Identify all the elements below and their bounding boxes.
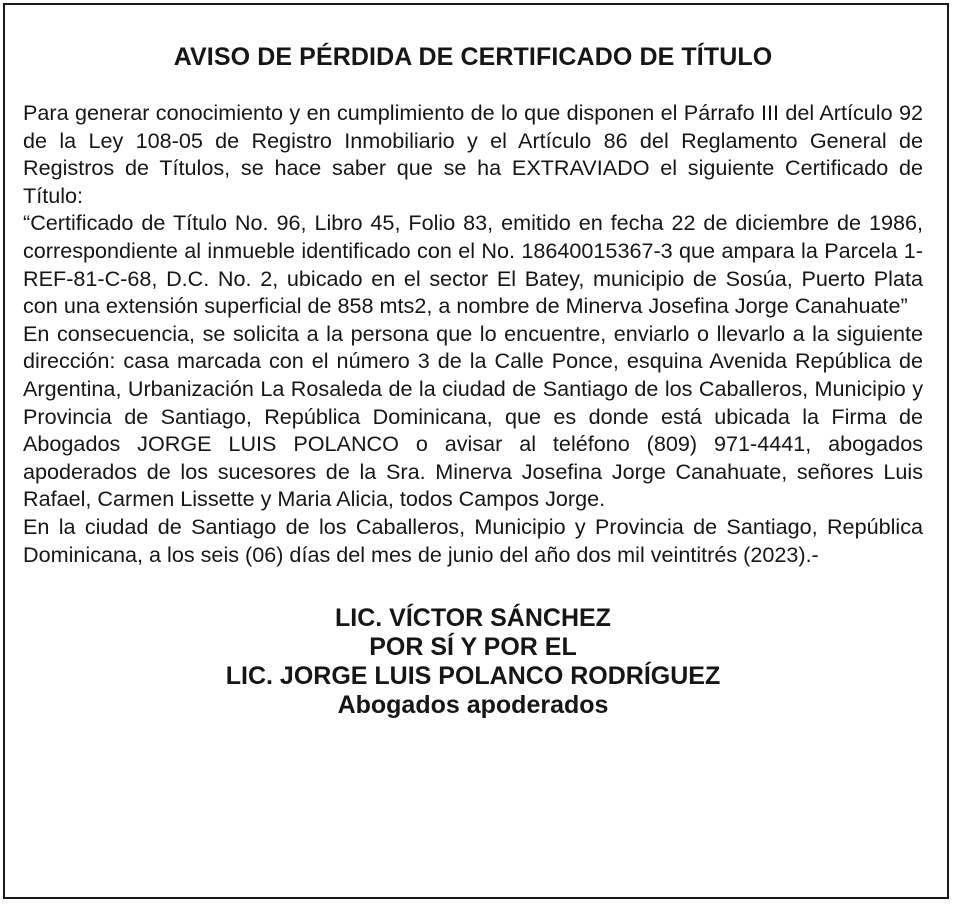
notice-body — [23, 99, 923, 568]
signature-block — [23, 604, 923, 720]
paragraph-return-instructions: En consecuencia, se solicita a la persona que lo encuentre, enviarlo o llevarlo a la siguiente dirección: casa marcada con el número 3 de la Calle Ponce, esquina Avenida República de Argentina, Urbanización La Rosaleda de la ciudad de Santiago de los Caballeros, Municipio y Provincia de Santiago, República Dominicana, que es donde está ubicada la Firma de Abogados JORGE LUIS POLANCO o avisar al teléfono (809) 971-4441, abogados apoderados de los sucesores de la Sra. Minerva Josefina Jorge Canahuate, señores Luis Rafael, Carmen Lissette y Maria Alicia, todos Campos Jorge. — [23, 320, 923, 512]
notice-box — [3, 3, 949, 899]
notice-title: AVISO DE PÉRDIDA DE CERTIFICADO DE TÍTULO — [173, 43, 773, 71]
signature-firm-name: LIC. JORGE LUIS POLANCO RODRÍGUEZ — [225, 662, 721, 691]
paragraph-certificate-details: “Certificado de Título No. 96, Libro 45, Folio 83, emitido en fecha 22 de diciembre de 1986, correspondiente al inmueble identificado con el No. 18640015367-3 que ampara la Parcela 1-REF-81-C-68, D.C. No. 2, ubicado en el sector El Batey, municipio de Sosúa, Puerto Plata con una extensión superficial de 858 mts2, a nombre de Minerva Josefina Jorge Canahuate” — [23, 210, 923, 319]
signature-name: LIC. VÍCTOR SÁNCHEZ — [335, 604, 611, 633]
paragraph-place-date: En la ciudad de Santiago de los Caballeros, Municipio y Provincia de Santiago, República Dominicana, a los seis (06) días del mes de junio del año dos mil veintitrés (2023).- — [23, 513, 923, 567]
signature-role: Abogados apoderados — [337, 691, 609, 720]
paragraph-legal-basis: Para generar conocimiento y en cumplimiento de lo que disponen el Párrafo III del Artículo 92 de la Ley 108-05 de Registro Inmobiliario y el Artículo 86 del Reglamento General de Registros de Títulos, se hace saber que se ha EXTRAVIADO el siguiente Certificado de Título: — [23, 100, 923, 208]
signature-on-behalf: POR SÍ Y POR EL — [369, 633, 577, 662]
